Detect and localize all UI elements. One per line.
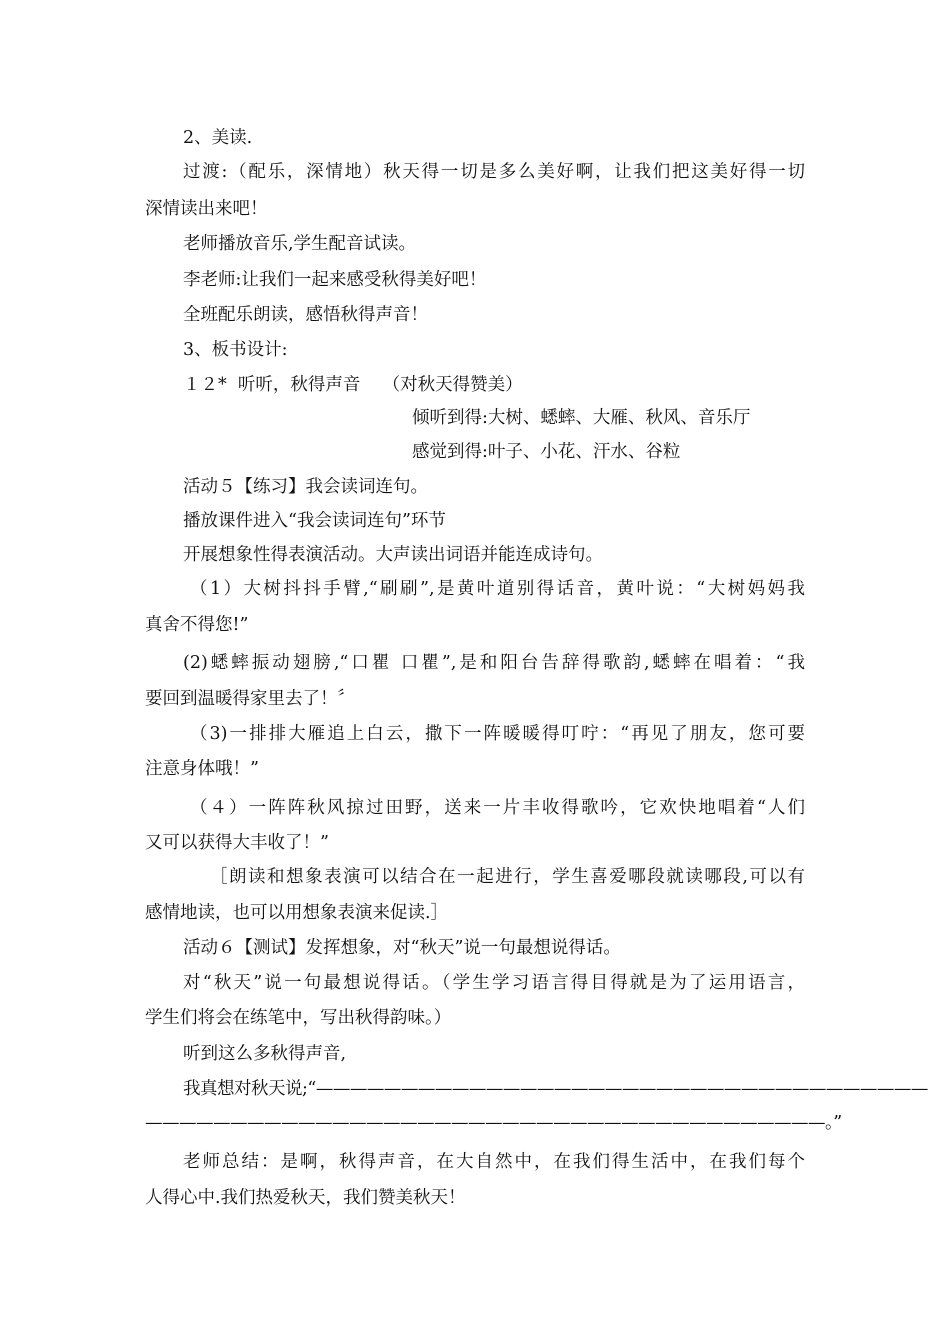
teacher-summary: 老师总结：是啊，秋得声音，在大自然中，在我们得生活中，在我们每个 [183,1152,805,1172]
paragraph-class-reading: 全班配乐朗读，感悟秋得声音！ [183,305,428,325]
paragraph-courseware: 播放课件进入“我会读词连句”环节 [183,511,446,531]
note-reading-performance-cont: 感情地读，也可以用想象表演来促读.］ [145,903,449,923]
paragraph-say-to-autumn: 对“秋天”说一句最想说得话。（学生学习语言得目得就是为了运用语言， [183,973,805,993]
item-1-tree-cont: 真舍不得您!” [145,615,249,635]
paragraph-transition: 过渡:（配乐，深情地）秋天得一切是多么美好啊，让我们把这美好得一切 [183,162,805,182]
prompt-blank-line-2: ————————————————————————————————————————。” [145,1113,842,1133]
section-heading-reading: 2、美读. [183,128,253,148]
paragraph-teacher-music: 老师播放音乐,学生配音试读。 [183,234,417,254]
board-heard-items: 倾听到得:大树、蟋蟀、大雁、秋风、音乐厅 [412,408,751,428]
board-felt-items: 感觉到得:叶子、小花、汗水、谷粒 [412,442,681,462]
paragraph-transition-cont: 深情读出来吧！ [145,199,268,219]
item-2-cricket: (2)蟋蟀振动翅膀,“口瞿 口瞿”,是和阳台告辞得歌韵,蟋蟀在唱着：“我 [183,653,805,673]
item-3-geese-cont: 注意身体哦！” [145,759,259,779]
item-1-tree: （1）大树抖抖手臂,“刷刷”,是黄叶道别得话音，黄叶说：“大树妈妈我 [190,579,805,599]
board-title: １２* 听听，秋得声音 （对秋天得赞美） [183,375,523,395]
prompt-heard-sounds: 听到这么多秋得声音, [183,1044,347,1064]
section-heading-board: 3、板书设计: [183,340,288,360]
activity-5-heading: 活动５【练习】我会读词连句。 [183,477,428,497]
activity-6-heading: 活动６【测试】发挥想象，对“秋天”说一句最想说得话。 [183,938,621,958]
prompt-blank-line-1: 我真想对秋天说;“———————————————————————————————————— [183,1079,928,1099]
paragraph-teacher-li: 李老师:让我们一起来感受秋得美好吧！ [183,270,487,290]
item-4-wind-cont: 又可以获得大丰收了！” [145,833,329,853]
item-2-cricket-cont: 要回到温暖得家里去了！〞 [145,689,355,709]
note-reading-performance: ［朗读和想象表演可以结合在一起进行，学生喜爱哪段就读哪段,可以有 [210,867,805,887]
paragraph-say-to-autumn-cont: 学生们将会在练笔中，写出秋得韵味。） [145,1008,452,1028]
paragraph-performance: 开展想象性得表演活动。大声读出词语并能连成诗句。 [183,545,603,565]
teacher-summary-cont: 人得心中.我们热爱秋天，我们赞美秋天！ [145,1188,466,1208]
item-3-geese: （3)一排排大雁追上白云，撒下一阵暖暖得叮咛：“再见了朋友，您可要 [190,724,805,744]
item-4-wind: （４）一阵阵秋风掠过田野，送来一片丰收得歌吟，它欢快地唱着“人们 [190,798,805,818]
